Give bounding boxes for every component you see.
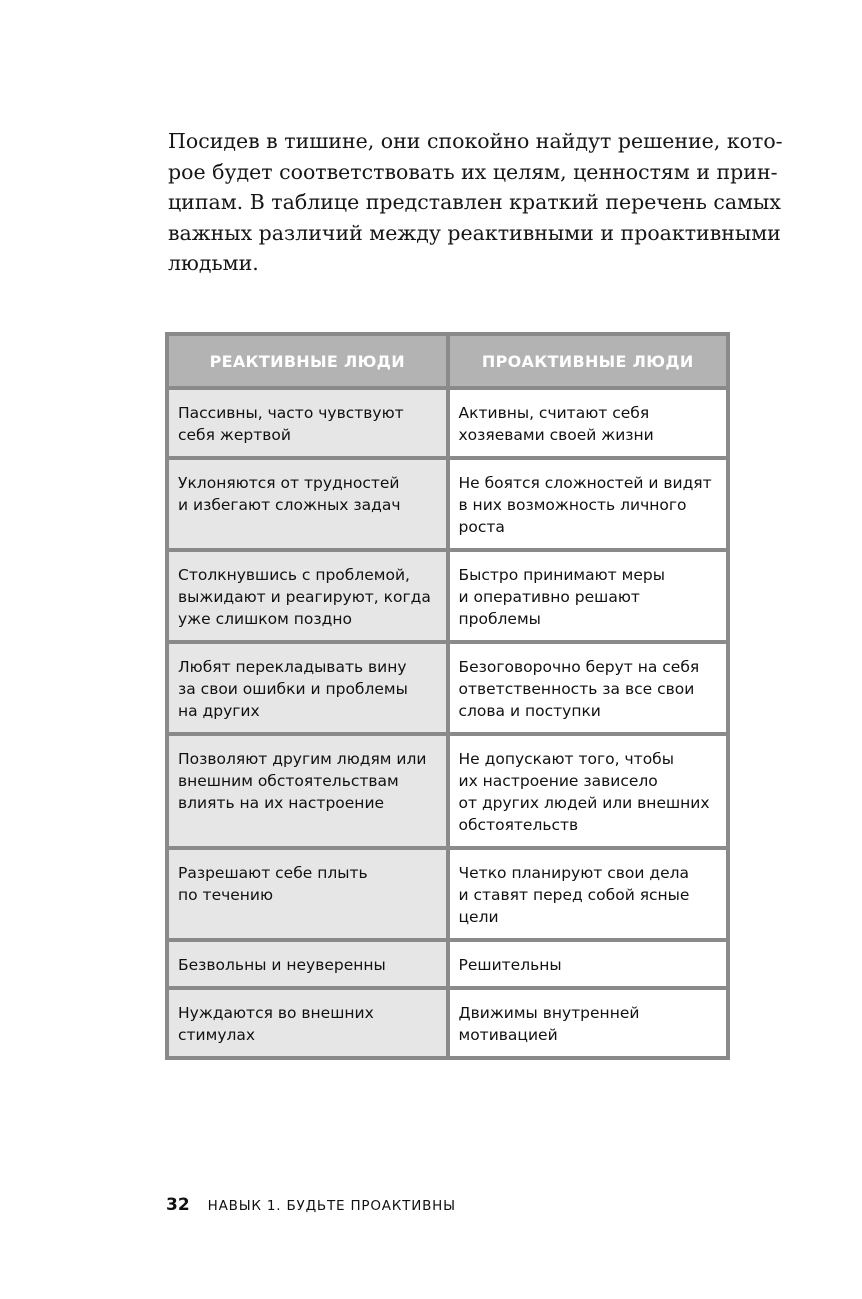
proactive-cell: [450, 942, 727, 986]
column-header-proactive: ПРОАКТИВНЫЕ ЛЮДИ: [450, 336, 727, 386]
reactive-cell: [169, 850, 446, 938]
cell-line: Решительны: [458, 956, 562, 974]
cell-line: слова и поступки: [458, 702, 601, 720]
cell-line: Уклоняются от трудностей: [178, 474, 400, 492]
cell-line: за свои ошибки и проблемы: [178, 680, 408, 698]
reactive-cell: [169, 460, 446, 548]
cell-line: Нуждаются во внешних: [178, 1004, 374, 1022]
cell-line: мотивацией: [458, 1026, 558, 1044]
running-title: НАВЫК 1. БУДЬТЕ ПРОАКТИВНЫ: [207, 1198, 456, 1214]
proactive-cell: [450, 552, 727, 640]
cell-line: выжидают и реагируют, когда: [178, 588, 431, 606]
reactive-cell: [169, 390, 446, 456]
cell-line: Не боятся сложностей и видят: [458, 474, 712, 492]
paragraph-line: важных различий между реактивными и проактивными: [168, 220, 781, 245]
cell-line: на других: [178, 702, 260, 720]
paragraph-line: рое будет соответствовать их целям, ценностям и прин-: [168, 159, 778, 184]
reactive-cell: [169, 942, 446, 986]
cell-line: Разрешают себе плыть: [178, 864, 368, 882]
cell-line: в них возможность личного: [458, 496, 687, 514]
cell-line: уже слишком поздно: [178, 610, 352, 628]
reactive-cell: [169, 552, 446, 640]
proactive-cell: [450, 460, 727, 548]
cell-line: влиять на их настроение: [178, 794, 385, 812]
page-number: 32: [166, 1195, 190, 1215]
cell-line: цели: [458, 908, 499, 926]
reactive-cell: [169, 644, 446, 732]
column-header-reactive: РЕАКТИВНЫЕ ЛЮДИ: [169, 336, 446, 386]
proactive-cell: [450, 990, 727, 1056]
cell-line: обстоятельств: [458, 816, 579, 834]
cell-line: Безвольны и неуверенны: [178, 956, 386, 974]
comparison-table: [165, 332, 730, 1060]
proactive-cell: [450, 850, 727, 938]
cell-line: их настроение зависело: [458, 772, 658, 790]
cell-line: внешним обстоятельствам: [178, 772, 399, 790]
cell-line: Активны, считают себя: [458, 404, 650, 422]
proactive-cell: [450, 736, 727, 846]
cell-line: по течению: [178, 886, 274, 904]
paragraph-line: людьми.: [168, 251, 259, 275]
reactive-cell: [169, 736, 446, 846]
body-paragraph: [168, 126, 783, 279]
cell-line: Не допускают того, чтобы: [458, 750, 674, 768]
cell-line: и избегают сложных задач: [178, 496, 401, 514]
cell-line: Четко планируют свои дела: [458, 864, 690, 882]
cell-line: Любят перекладывать вину: [178, 658, 407, 676]
cell-line: стимулах: [178, 1026, 256, 1044]
cell-line: Безоговорочно берут на себя: [458, 658, 700, 676]
cell-line: Движимы внутренней: [458, 1004, 640, 1022]
cell-line: хозяевами своей жизни: [458, 426, 654, 444]
reactive-cell: [169, 990, 446, 1056]
cell-line: роста: [458, 518, 505, 536]
cell-line: и ставят перед собой ясные: [458, 886, 690, 904]
paragraph-line: ципам. В таблице представлен краткий перечень самых: [168, 190, 781, 214]
proactive-cell: [450, 644, 727, 732]
proactive-cell: [450, 390, 727, 456]
cell-line: ответственность за все свои: [458, 680, 695, 698]
cell-line: Позволяют другим людям или: [178, 750, 427, 768]
cell-line: Столкнувшись с проблемой,: [178, 566, 410, 584]
paragraph-line: Посидев в тишине, они спокойно найдут решение, кото-: [168, 129, 783, 153]
cell-line: себя жертвой: [178, 426, 291, 444]
cell-line: и оперативно решают: [458, 588, 640, 606]
page-footer: [166, 1195, 456, 1219]
cell-line: проблемы: [458, 610, 541, 628]
cell-line: Быстро принимают меры: [458, 566, 665, 584]
cell-line: Пассивны, часто чувствуют: [178, 404, 404, 422]
cell-line: от других людей или внешних: [458, 794, 710, 812]
